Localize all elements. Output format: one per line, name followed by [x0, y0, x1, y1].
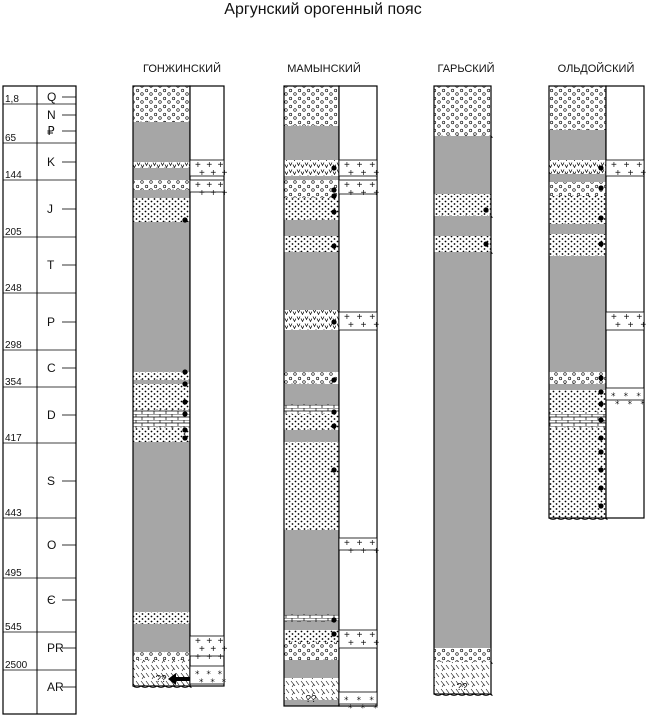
- ultramafic-symbol: ⁎: [217, 666, 223, 676]
- magmatism-column: [339, 86, 380, 706]
- magmatism-column: [606, 86, 644, 518]
- dots-layer: [133, 372, 190, 380]
- hiatus-layer: [434, 216, 491, 236]
- hiatus-layer: [284, 660, 339, 678]
- granite-symbol: +: [373, 168, 380, 179]
- circles-layer: [284, 642, 339, 660]
- hiatus-layer: [133, 624, 190, 634]
- ultramafic-symbol: ⁎: [210, 674, 215, 684]
- hiatus-layer: [434, 252, 491, 648]
- granite-symbol: +: [356, 312, 363, 323]
- granite-symbol: +: [356, 630, 363, 641]
- granite-symbol: +: [199, 644, 205, 655]
- ultramafic-symbol: ⁎: [356, 692, 362, 702]
- circles-layer: [133, 180, 190, 190]
- hiatus-layer: [133, 122, 190, 162]
- hiatus-layer: [284, 430, 339, 442]
- circles-layer: [133, 652, 190, 660]
- circles-layer: [284, 372, 339, 384]
- ultramafic-symbol: ⁎: [360, 700, 366, 710]
- fossil-marker: [182, 427, 187, 432]
- granite-symbol: +: [195, 160, 201, 171]
- hiatus-layer: [284, 220, 339, 236]
- ultramafic-symbol: ⁎: [373, 700, 378, 710]
- dots-layer: [434, 236, 491, 252]
- granite-symbol: +: [360, 188, 367, 199]
- fossil-marker: [483, 241, 488, 246]
- fossil-marker: [598, 165, 603, 170]
- column-garsky: [434, 86, 492, 696]
- period-label: O: [47, 538, 57, 552]
- granite-symbol: +: [206, 636, 213, 647]
- uncertain-mark: ??: [456, 682, 468, 693]
- period-label: Є: [47, 593, 56, 607]
- hiatus-layer: [284, 384, 339, 404]
- terrane-columns: [133, 86, 646, 710]
- hiatus-layer: [284, 530, 339, 614]
- granite-symbol: +: [195, 652, 201, 663]
- granite-symbol: +: [348, 320, 354, 331]
- granite-symbol: +: [210, 168, 217, 179]
- fossil-marker: [331, 165, 336, 170]
- fossil-marker: [331, 423, 336, 428]
- dots-layer: [434, 194, 491, 216]
- age-label: 495: [5, 568, 22, 579]
- fossil-marker: [331, 193, 336, 198]
- granite-symbol: +: [369, 630, 376, 641]
- circles-layer: [549, 86, 606, 130]
- granite-symbol: +: [360, 320, 367, 331]
- ultramafic-symbol: ⁎: [348, 700, 353, 710]
- hiatus-layer: [284, 176, 339, 180]
- granite-symbol: +: [348, 546, 354, 557]
- period-label: S: [47, 474, 56, 488]
- fossil-marker: [598, 215, 603, 220]
- age-label: 2500: [5, 660, 28, 671]
- age-label: 354: [5, 377, 22, 388]
- terrane-name: МАМЫНСКИЙ: [287, 63, 361, 75]
- fossil-marker: [598, 449, 603, 454]
- granite-symbol: +: [221, 168, 228, 179]
- granite-symbol: +: [356, 160, 363, 171]
- circles-layer: [549, 182, 606, 196]
- granite-symbol: +: [373, 638, 380, 649]
- granite-symbol: +: [369, 180, 376, 191]
- fossil-marker: [331, 409, 336, 414]
- hiatus-layer: [133, 442, 190, 612]
- granite-symbol: +: [221, 644, 228, 655]
- hiatus-layer: [133, 168, 190, 180]
- age-label: 144: [5, 170, 22, 181]
- ultramafic-symbol: ⁎: [221, 674, 227, 684]
- granite-symbol: +: [206, 160, 213, 171]
- dots-layer: [549, 428, 606, 518]
- period-label: Q: [47, 90, 57, 104]
- granite-symbol: +: [627, 320, 634, 331]
- ultramafic-symbol: ⁎: [206, 666, 211, 676]
- fossil-marker: [331, 209, 336, 214]
- granite-symbol: +: [373, 188, 380, 199]
- granite-symbol: +: [611, 312, 617, 323]
- fossil-marker: [331, 467, 336, 472]
- ultramafic-symbol: ⁎: [627, 396, 633, 406]
- granite-symbol: +: [217, 652, 224, 663]
- granite-symbol: +: [636, 312, 643, 323]
- period-label: C: [47, 361, 56, 375]
- fossil-marker: [598, 503, 603, 508]
- volc-layer: [284, 310, 339, 330]
- age-label: 298: [5, 340, 22, 351]
- granite-symbol: +: [360, 168, 367, 179]
- granite-symbol: +: [623, 312, 630, 323]
- circles-layer: [549, 372, 606, 384]
- bricks-layer: [133, 410, 190, 428]
- granite-symbol: +: [356, 538, 363, 549]
- fossil-marker: [331, 319, 336, 324]
- fossil-marker: [331, 631, 336, 636]
- granite-symbol: +: [627, 168, 634, 179]
- granite-symbol: +: [640, 320, 646, 331]
- dots-layer: [549, 196, 606, 224]
- granite-symbol: +: [195, 636, 201, 647]
- granite-symbol: +: [373, 320, 380, 331]
- circles-layer: [434, 86, 491, 136]
- fossil-marker: [598, 389, 603, 394]
- terrane-name: ГОНЖИНСКИЙ: [142, 63, 221, 75]
- hiatus-layer: [434, 136, 491, 194]
- hiatus-layer: [284, 622, 339, 630]
- ultramafic-symbol: ⁎: [611, 388, 616, 398]
- fossil-marker: [331, 243, 336, 248]
- granite-symbol: +: [356, 180, 363, 191]
- fossil-marker: [598, 467, 603, 472]
- fossil-marker: [182, 411, 187, 416]
- hiatus-layer: [133, 380, 190, 384]
- dots-layer: [133, 428, 190, 442]
- hiatus-layer: [549, 224, 606, 234]
- volc-layer: [133, 162, 190, 168]
- fossil-marker: [598, 417, 603, 422]
- fossil-marker: [598, 375, 603, 380]
- fossil-marker: [182, 369, 187, 374]
- granite-symbol: +: [373, 546, 380, 557]
- fossil-marker: [331, 187, 336, 192]
- period-label: D: [47, 408, 56, 422]
- dots-layer: [549, 234, 606, 256]
- period-label: K: [47, 155, 56, 169]
- granite-symbol: +: [623, 160, 630, 171]
- column-mamynsky: [284, 86, 379, 710]
- granite-symbol: +: [636, 160, 643, 171]
- ultramafic-symbol: ⁎: [369, 692, 374, 702]
- hiatus-layer: [284, 330, 339, 372]
- bricks-layer: [284, 614, 339, 622]
- bricks-layer: [549, 412, 606, 428]
- fossil-marker: [483, 207, 488, 212]
- uncertain-mark: ??: [155, 674, 167, 685]
- granite-symbol: +: [210, 188, 217, 199]
- granite-symbol: +: [210, 644, 217, 655]
- granite-symbol: +: [348, 188, 354, 199]
- fossil-marker: [598, 435, 603, 440]
- granite-symbol: +: [369, 160, 376, 171]
- circles-layer: [434, 648, 491, 662]
- ultramafic-symbol: ⁎: [640, 396, 645, 406]
- granite-symbol: +: [217, 636, 224, 647]
- ultramafic-symbol: ⁎: [636, 388, 641, 398]
- fossil-marker: [182, 399, 187, 404]
- granite-symbol: +: [344, 630, 350, 641]
- dots-layer: [284, 442, 339, 530]
- uncertain-mark: ??: [305, 694, 317, 705]
- column-oldoysky: [549, 86, 646, 520]
- granite-symbol: +: [199, 188, 205, 199]
- ultramafic-symbol: ⁎: [344, 692, 349, 702]
- age-label: 1,8: [5, 94, 19, 105]
- hiatus-layer: [284, 252, 339, 310]
- granite-symbol: +: [195, 180, 201, 191]
- hiatus-layer: [549, 174, 606, 182]
- ultramafic-symbol: ⁎: [623, 388, 629, 398]
- column-gonzhinsky: [133, 86, 228, 688]
- terrane-name: ОЛЬДОЙСКИЙ: [557, 63, 635, 75]
- granite-symbol: +: [217, 160, 224, 171]
- dots-layer: [284, 414, 339, 430]
- granite-symbol: +: [640, 168, 646, 179]
- dots-layer: [549, 390, 606, 412]
- age-label: 65: [5, 133, 17, 144]
- granite-symbol: +: [344, 160, 350, 171]
- dots-layer: [284, 630, 339, 642]
- period-label: P: [47, 315, 56, 329]
- granite-symbol: +: [344, 312, 350, 323]
- fossil-marker: [182, 381, 187, 386]
- granite-symbol: +: [206, 652, 213, 663]
- volc-layer: [549, 160, 606, 174]
- circles-layer: [133, 86, 190, 122]
- age-label: 545: [5, 622, 22, 633]
- ultramafic-symbol: ⁎: [199, 674, 204, 684]
- timescale-column: [3, 86, 76, 714]
- granite-symbol: +: [369, 538, 376, 549]
- age-label: 443: [5, 508, 22, 519]
- granite-symbol: +: [360, 638, 367, 649]
- fossil-marker: [598, 485, 603, 490]
- granite-symbol: +: [206, 180, 213, 191]
- granite-symbol: +: [221, 188, 228, 199]
- dots-layer: [284, 198, 339, 220]
- granite-symbol: +: [615, 320, 621, 331]
- granite-symbol: +: [369, 312, 376, 323]
- ultramafic-symbol: ⁎: [615, 396, 620, 406]
- terrane-name: ГАРЬСКИЙ: [437, 63, 495, 75]
- granite-symbol: +: [217, 180, 224, 191]
- granite-symbol: +: [348, 168, 354, 179]
- hiatus-layer: [133, 222, 190, 372]
- hiatus-layer: [549, 384, 606, 390]
- period-label: ₽: [47, 124, 55, 138]
- fossil-marker: [331, 617, 336, 622]
- period-label: N: [47, 108, 56, 122]
- bricks-layer: [284, 404, 339, 414]
- age-label: 248: [5, 283, 22, 294]
- fossil-marker: [182, 217, 187, 222]
- fossil-marker: [598, 401, 603, 406]
- age-label: 417: [5, 433, 22, 444]
- age-label: 205: [5, 227, 22, 238]
- dots-layer: [133, 612, 190, 624]
- hiatus-layer: [133, 190, 190, 198]
- dots-layer: [133, 384, 190, 410]
- circles-layer: [284, 180, 339, 198]
- hiatus-layer: [549, 256, 606, 372]
- diagram-title: Аргунский орогенный пояс: [224, 1, 422, 18]
- ultramafic-symbol: ⁎: [195, 666, 200, 676]
- fossil-marker: [598, 185, 603, 190]
- hiatus-layer: [284, 126, 339, 160]
- period-label: PR: [47, 641, 64, 655]
- circles-layer: [284, 86, 339, 126]
- period-label: T: [47, 258, 55, 272]
- granite-symbol: +: [348, 638, 354, 649]
- granite-symbol: +: [344, 538, 350, 549]
- hiatus-layer: [133, 634, 190, 652]
- fossil-marker: [182, 435, 187, 440]
- period-label: J: [47, 202, 53, 216]
- granite-symbol: +: [615, 168, 621, 179]
- granite-symbol: +: [360, 546, 367, 557]
- volc-layer: [284, 160, 339, 176]
- granite-symbol: +: [611, 160, 617, 171]
- dots-layer: [284, 236, 339, 252]
- hiatus-layer: [549, 130, 606, 160]
- fossil-marker: [331, 377, 336, 382]
- dots-layer: [133, 198, 190, 222]
- granite-symbol: +: [199, 168, 205, 179]
- period-label: AR: [47, 680, 64, 694]
- fossil-marker: [598, 241, 603, 246]
- granite-symbol: +: [344, 180, 350, 191]
